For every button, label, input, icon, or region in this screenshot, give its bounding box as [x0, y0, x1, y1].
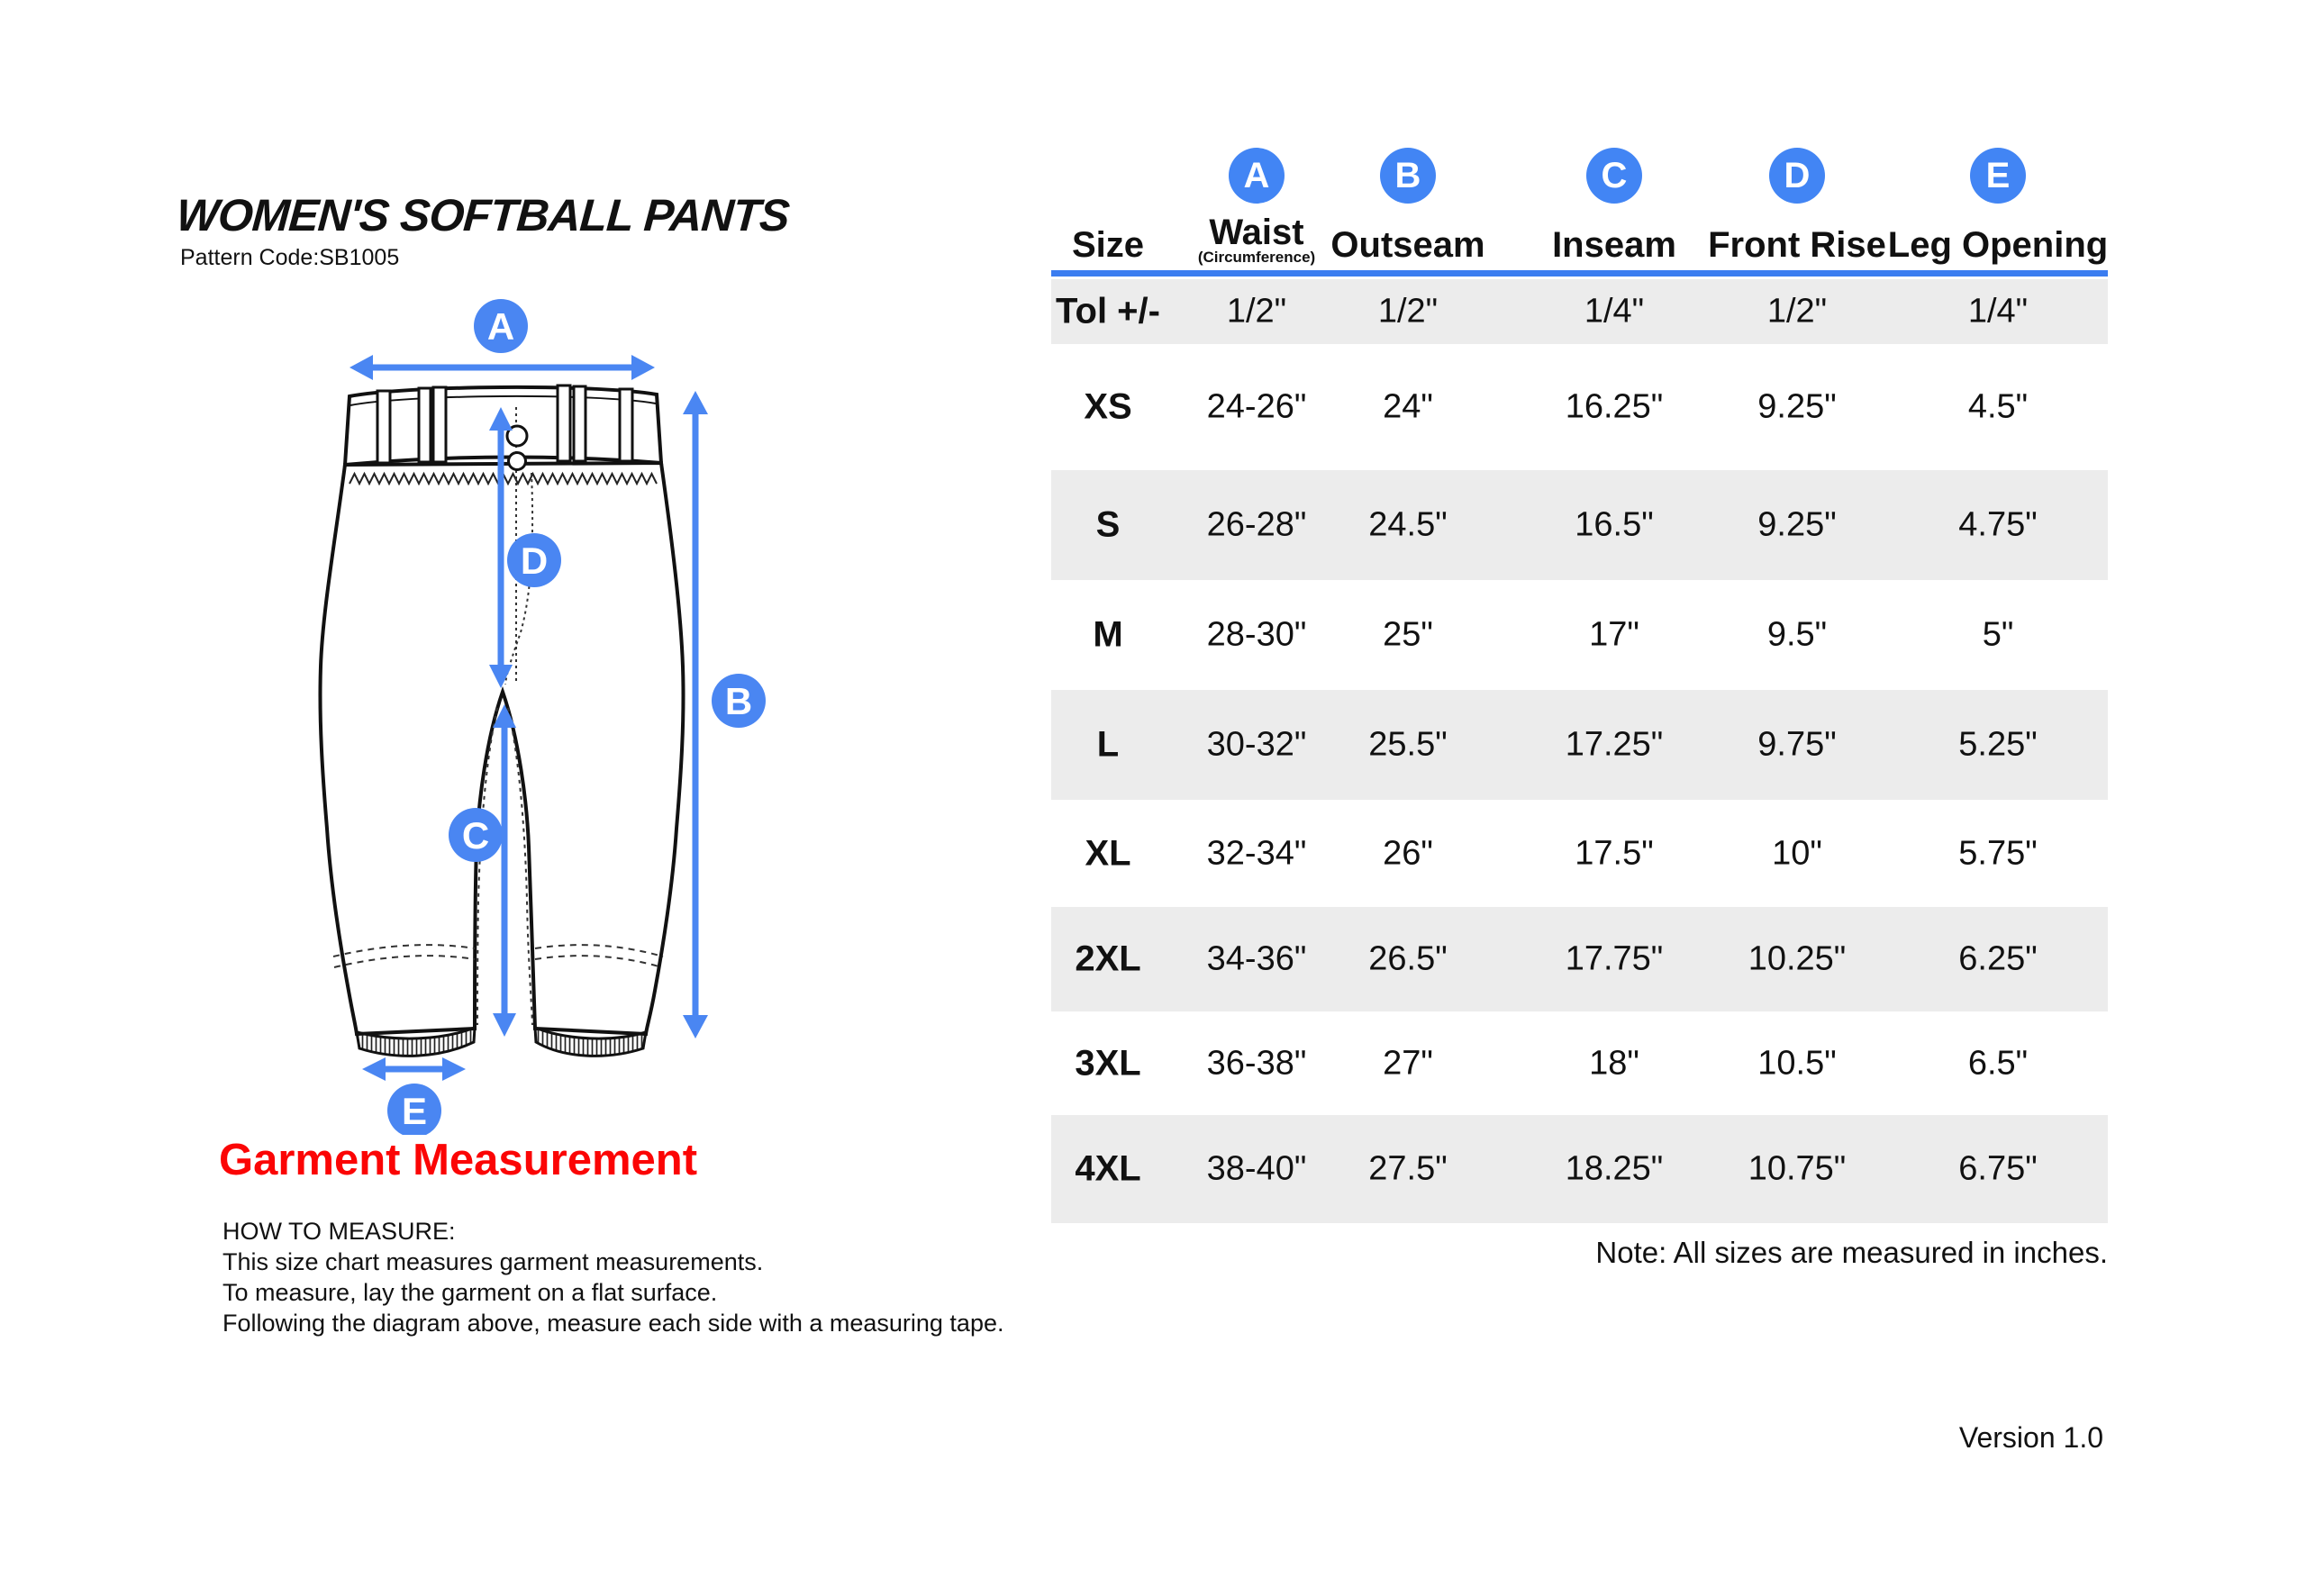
- cell-size: XL: [1085, 833, 1131, 873]
- cell-inseam: 1/4": [1584, 292, 1645, 331]
- column-badge-d: D: [1769, 148, 1825, 204]
- table-row-4xl: [1051, 1115, 2108, 1223]
- size-table: [1051, 144, 2108, 1306]
- how-to-line: This size chart measures garment measurements.: [222, 1248, 764, 1275]
- cell-outseam: 24": [1383, 387, 1433, 426]
- cell-size: S: [1095, 504, 1121, 545]
- cell-front-rise: 10": [1772, 834, 1822, 872]
- version-label: Version 1.0: [1958, 1421, 2103, 1454]
- how-to-heading: HOW TO MEASURE:: [222, 1218, 456, 1245]
- table-row-2xl: [1051, 907, 2108, 1011]
- cell-front-rise: 10.75": [1748, 1149, 1847, 1188]
- cell-front-rise: 10.25": [1748, 939, 1847, 978]
- cell-outseam: 25.5": [1368, 725, 1448, 764]
- column-header-waist: Waist: [1209, 213, 1304, 252]
- how-to-line: Following the diagram above, measure each side with a measuring tape.: [222, 1310, 1004, 1337]
- cell-leg-opening: 5.25": [1958, 725, 2038, 764]
- how-to-line: To measure, lay the garment on a flat surface.: [222, 1279, 718, 1306]
- cell-waist: 34-36": [1206, 939, 1307, 978]
- column-header-inseam: Inseam: [1552, 225, 1676, 265]
- cell-size: 2XL: [1075, 939, 1141, 979]
- cell-front-rise: 10.5": [1757, 1044, 1837, 1082]
- cell-inseam: 16.5": [1575, 505, 1654, 544]
- column-header-leg-opening: Leg Opening: [1887, 225, 2109, 265]
- cell-leg-opening: 4.75": [1958, 505, 2038, 544]
- table-row-xl: [1051, 800, 2108, 907]
- how-to-measure-block: [222, 1216, 1003, 1338]
- table-row-s: [1051, 470, 2108, 580]
- cell-leg-opening: 6.25": [1958, 939, 2038, 978]
- page-title: WOMEN'S SOFTBALL PANTS: [175, 190, 791, 240]
- cell-front-rise: 1/2": [1766, 292, 1828, 331]
- cell-leg-opening: 1/4": [1967, 292, 2029, 331]
- section-heading: Garment Measurement: [219, 1136, 698, 1184]
- cell-outseam: 26": [1383, 834, 1433, 872]
- cell-leg-opening: 6.5": [1967, 1044, 2029, 1082]
- cell-inseam: 17.75": [1565, 939, 1664, 978]
- cell-front-rise: 9.25": [1757, 387, 1837, 426]
- column-header-size: Size: [1071, 225, 1145, 265]
- column-header-outseam: Outseam: [1330, 225, 1485, 265]
- cell-outseam: 27.5": [1368, 1149, 1448, 1188]
- cell-waist: 36-38": [1206, 1044, 1307, 1082]
- cell-inseam: 18.25": [1565, 1149, 1664, 1188]
- cell-front-rise: 9.75": [1757, 725, 1837, 764]
- column-header-waist-sub: (Circumference): [1197, 249, 1316, 266]
- cell-size: Tol +/-: [1056, 291, 1160, 331]
- cell-size: 4XL: [1075, 1148, 1141, 1189]
- table-row-tolerance: [1051, 279, 2108, 344]
- column-badge-c: C: [1586, 148, 1642, 204]
- pants-diagram: [171, 270, 856, 1135]
- cell-size: XS: [1084, 386, 1132, 427]
- cell-inseam: 16.25": [1565, 387, 1664, 426]
- cell-size: M: [1093, 614, 1123, 655]
- table-row-l: [1051, 690, 2108, 800]
- badge-b-letter: B: [724, 680, 753, 722]
- table-row-3xl: [1051, 1011, 2108, 1115]
- cell-waist: 1/2": [1226, 292, 1287, 331]
- cell-inseam: 17.5": [1575, 834, 1654, 872]
- cell-waist: 38-40": [1206, 1149, 1307, 1188]
- cell-outseam: 27": [1383, 1044, 1433, 1082]
- badge-a-letter: A: [486, 305, 515, 348]
- badge-e-letter: E: [401, 1090, 428, 1132]
- cell-front-rise: 9.5": [1766, 615, 1828, 654]
- header-rule: [1051, 270, 2108, 277]
- cell-waist: 30-32": [1206, 725, 1307, 764]
- badge-c-letter: C: [461, 814, 490, 857]
- cell-waist: 24-26": [1206, 387, 1307, 426]
- cell-waist: 26-28": [1206, 505, 1307, 544]
- cell-size: 3XL: [1075, 1043, 1141, 1083]
- badge-d-letter: D: [520, 540, 549, 582]
- cell-waist: 32-34": [1206, 834, 1307, 872]
- cell-leg-opening: 5.75": [1958, 834, 2038, 872]
- units-note: Note: All sizes are measured in inches.: [1595, 1236, 2108, 1269]
- cell-outseam: 26.5": [1368, 939, 1448, 978]
- table-row-xs: [1051, 344, 2108, 470]
- table-row-m: [1051, 580, 2108, 690]
- column-badge-b: B: [1380, 148, 1436, 204]
- cell-leg-opening: 6.75": [1958, 1149, 2038, 1188]
- button-bottom: [509, 453, 526, 470]
- cell-outseam: 24.5": [1368, 505, 1448, 544]
- cell-inseam: 18": [1589, 1044, 1639, 1082]
- cell-leg-opening: 5": [1982, 615, 2014, 654]
- pattern-code: Pattern Code:SB1005: [180, 245, 400, 270]
- cell-outseam: 25": [1383, 615, 1433, 654]
- cell-leg-opening: 4.5": [1967, 387, 2029, 426]
- column-badge-e: E: [1970, 148, 2026, 204]
- cell-outseam: 1/2": [1377, 292, 1439, 331]
- column-header-front-rise: Front Rise: [1708, 225, 1886, 265]
- cell-waist: 28-30": [1206, 615, 1307, 654]
- cell-front-rise: 9.25": [1757, 505, 1837, 544]
- column-badge-a: A: [1229, 148, 1285, 204]
- cell-size: L: [1096, 724, 1120, 765]
- cell-inseam: 17.25": [1565, 725, 1664, 764]
- cell-inseam: 17": [1589, 615, 1639, 654]
